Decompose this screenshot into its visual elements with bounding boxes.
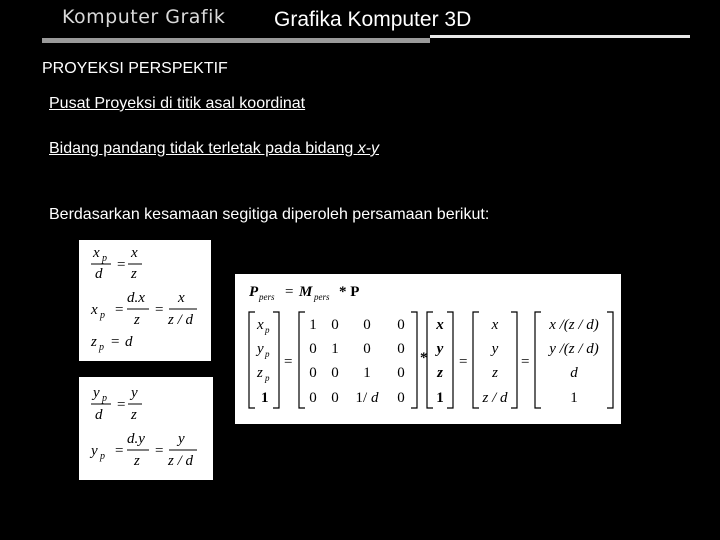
svg-text:=: = [155,302,164,318]
point-view-plane-text: Bidang pandang tidak terletak pada bidang [49,140,358,157]
svg-text:z: z [492,365,498,381]
svg-text:=: = [117,257,126,273]
svg-text:y: y [436,341,444,357]
svg-text:1: 1 [261,390,269,406]
svg-text:0: 0 [397,317,405,333]
svg-text:x: x [91,302,98,318]
svg-text:=: = [115,443,124,459]
point-view-plane [49,140,379,158]
svg-text:z: z [131,266,137,282]
svg-text:1/ d: 1/ d [355,390,379,406]
svg-text:z: z [134,312,140,328]
section-title: PROYEKSI PERSPEKTIF [42,60,228,77]
svg-text:0: 0 [397,341,405,357]
point-view-plane-italic: x-y [357,140,380,157]
svg-text:z: z [131,407,137,423]
svg-text:0: 0 [363,317,371,333]
course-name: Komputer Grafik [62,6,226,28]
point-projection-center: Pusat Proyeksi di titik asal koordinat [49,95,306,112]
svg-text:=: = [155,443,164,459]
svg-text:d: d [125,334,133,350]
svg-text:z: z [437,365,443,381]
svg-text:y: y [178,431,185,447]
svg-text:z / d: z / d [482,390,508,406]
svg-text:z: z [134,453,140,469]
svg-text:z / d: z / d [168,453,194,469]
svg-text:1: 1 [436,390,444,406]
svg-text:pers: pers [259,292,275,302]
header-rule-white [430,35,690,38]
svg-text:y: y [93,385,100,401]
svg-text:1: 1 [309,317,317,333]
svg-text:p: p [100,451,105,462]
svg-text:=: = [115,302,124,318]
svg-text:x: x [93,245,100,261]
svg-text:0: 0 [309,390,317,406]
svg-text:y: y [91,443,98,459]
svg-text:=: = [284,354,293,370]
svg-text:y: y [491,341,499,357]
svg-text:p: p [99,342,104,353]
svg-text:=: = [459,354,468,370]
point-similar-triangles: Berdasarkan kesamaan segitiga diperoleh persamaan berikut: [49,206,490,223]
svg-text:d.y: d.y [127,431,145,447]
svg-text:0: 0 [363,341,371,357]
svg-text:0: 0 [309,341,317,357]
svg-text:0: 0 [397,365,405,381]
svg-text:1: 1 [363,365,371,381]
svg-text:x: x [131,245,138,261]
svg-text:x: x [491,317,499,333]
svg-text:0: 0 [331,365,339,381]
svg-text:z / d: z / d [168,312,194,328]
svg-text:y: y [257,341,264,357]
svg-text:d: d [95,266,103,282]
svg-text:z: z [257,365,263,381]
svg-text:d: d [95,407,103,423]
header-rule-grey [42,38,430,43]
svg-text:x /(z / d): x /(z / d) [549,317,599,333]
svg-text:p: p [265,325,270,335]
svg-text:* P: * P [339,284,360,300]
svg-text:0: 0 [331,390,339,406]
svg-text:0: 0 [331,317,339,333]
svg-text:p: p [265,373,270,383]
svg-text:p: p [102,393,107,404]
svg-text:=: = [521,354,530,370]
svg-text:1: 1 [331,341,339,357]
svg-text:P: P [249,284,259,300]
svg-text:x: x [178,290,185,306]
formula-matrix-image [235,274,621,424]
svg-text:x: x [257,317,264,333]
svg-text:pers: pers [314,292,330,302]
svg-text:x: x [436,317,444,333]
formula-yp-image [79,377,213,480]
svg-text:y: y [131,385,138,401]
svg-text:z: z [91,334,97,350]
svg-text:p: p [102,253,107,264]
svg-text:d.x: d.x [127,290,145,306]
svg-text:*: * [420,350,428,366]
svg-text:y /(z / d): y /(z / d) [549,341,599,357]
formula-xp-image [79,240,211,361]
svg-text:0: 0 [397,390,405,406]
svg-text:M: M [299,284,313,300]
svg-text:p: p [265,349,270,359]
svg-text:d: d [570,365,578,381]
svg-text:=: = [285,284,294,300]
svg-text:0: 0 [309,365,317,381]
svg-text:1: 1 [570,390,578,406]
slide-title: Grafika Komputer 3D [274,8,472,31]
svg-text:p: p [100,310,105,321]
svg-text:=: = [111,334,120,350]
svg-text:=: = [117,397,126,413]
